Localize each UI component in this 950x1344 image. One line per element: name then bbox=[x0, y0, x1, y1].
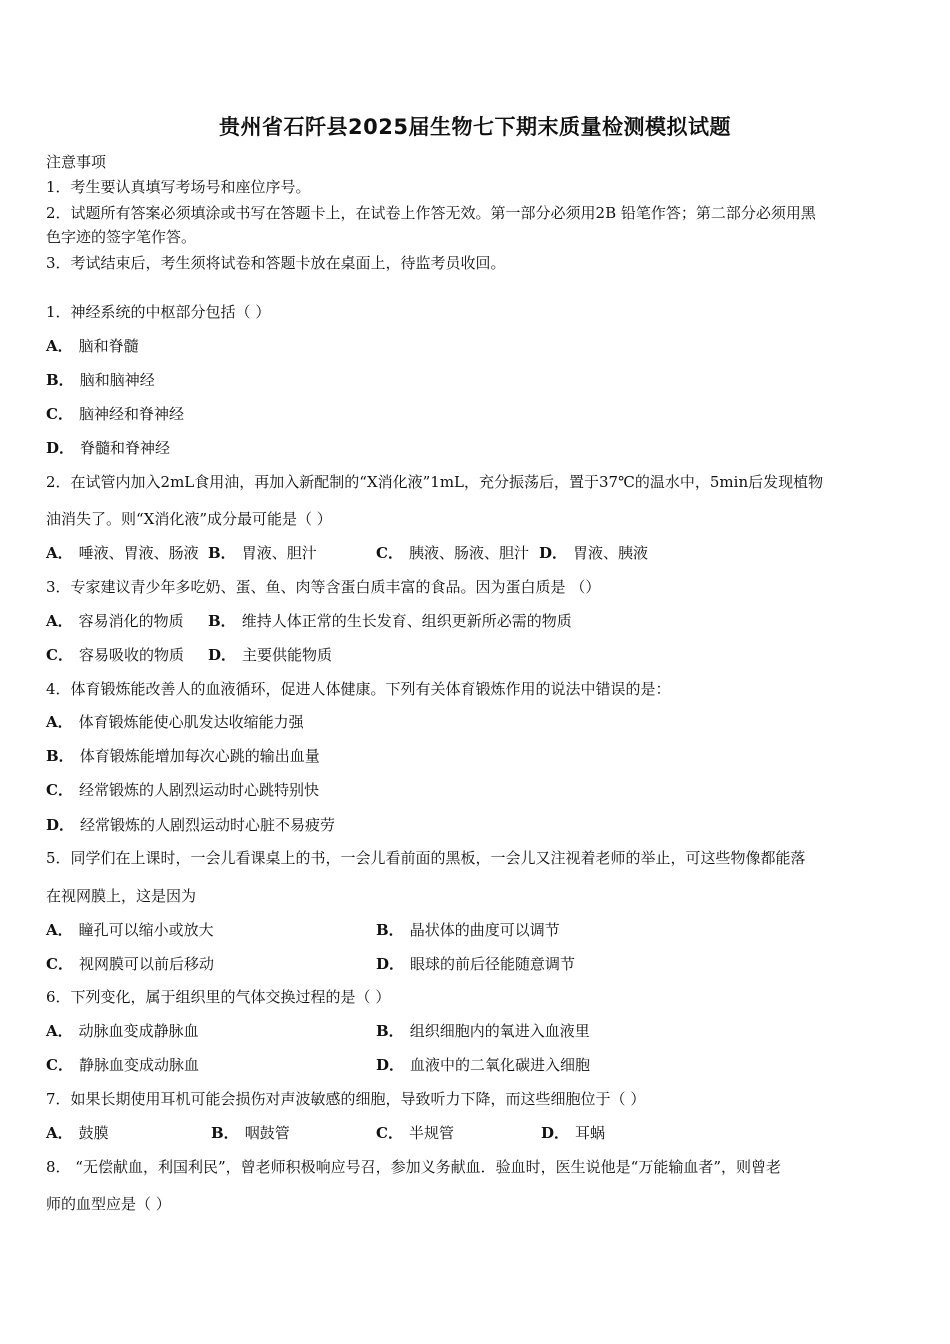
option-letter: C． bbox=[376, 544, 403, 562]
question-2-stem: 2．在试管内加入2mL食用油，再加入新配制的“X消化液”1mL，充分振荡后，置于37℃的温水中，5min后发现植物 bbox=[46, 473, 824, 491]
option-text: 胃液、胰液 bbox=[573, 544, 649, 562]
question-7-options-row bbox=[46, 1123, 605, 1143]
option-letter: A． bbox=[46, 1022, 73, 1040]
question-3-stem: 3．专家建议青少年多吃奶、蛋、鱼、肉等含蛋白质丰富的食品。因为蛋白质是 （） bbox=[46, 578, 601, 596]
option-letter: B． bbox=[211, 1124, 239, 1142]
question-3-option-d bbox=[208, 645, 332, 665]
option-text: 维持人体正常的生长发育、组织更新所必需的物质 bbox=[241, 612, 572, 630]
option-text: 耳蜗 bbox=[575, 1124, 606, 1142]
question-6-option-d bbox=[376, 1055, 590, 1075]
option-letter: D． bbox=[46, 816, 75, 834]
option-letter: B． bbox=[208, 544, 236, 562]
option-letter: A． bbox=[46, 612, 73, 630]
notice-heading: 注意事项 bbox=[46, 153, 107, 171]
option-text: 半规管 bbox=[408, 1124, 454, 1142]
question-1-option-c bbox=[46, 404, 184, 424]
option-letter: D． bbox=[208, 646, 237, 664]
question-5-option-b bbox=[376, 920, 560, 940]
exam-title: 贵州省石阡县2025届生物七下期末质量检测模拟试题 bbox=[219, 115, 731, 139]
option-letter: A． bbox=[46, 713, 73, 731]
question-4-option-d bbox=[46, 815, 335, 835]
notice-item-1: 1．考生要认真填写考场号和座位序号。 bbox=[46, 178, 311, 196]
option-letter: C． bbox=[46, 1056, 73, 1074]
question-2-option-a bbox=[46, 543, 208, 563]
notice-item-2-cont: 色字迹的签字笔作答。 bbox=[46, 228, 197, 246]
option-letter: B． bbox=[208, 612, 236, 630]
option-letter: D． bbox=[539, 544, 568, 562]
option-text: 鼓膜 bbox=[78, 1124, 109, 1142]
question-6-option-a bbox=[46, 1021, 199, 1041]
option-text: 瞳孔可以缩小或放大 bbox=[78, 921, 214, 939]
option-letter: B． bbox=[46, 747, 74, 765]
question-3-option-a bbox=[46, 611, 208, 631]
notice-item-2: 2．试题所有答案必须填涂或书写在答题卡上，在试卷上作答无效。第一部分必须用2B 铅笔作答；第二部分必须用黑 bbox=[46, 204, 816, 222]
option-letter: A． bbox=[46, 921, 73, 939]
question-8-stem-cont: 师的血型应是（ ） bbox=[46, 1195, 171, 1213]
option-letter: D． bbox=[376, 955, 405, 973]
option-letter: C． bbox=[46, 646, 73, 664]
option-text: 静脉血变成动脉血 bbox=[78, 1056, 199, 1074]
question-6-option-c bbox=[46, 1055, 199, 1075]
question-7-option-d bbox=[541, 1123, 605, 1143]
question-1-option-d bbox=[46, 438, 170, 458]
option-letter: D． bbox=[541, 1124, 570, 1142]
question-6-stem: 6．下列变化，属于组织里的气体交换过程的是（ ） bbox=[46, 988, 391, 1006]
question-3-option-b bbox=[208, 611, 572, 631]
option-text: 血液中的二氧化碳进入细胞 bbox=[410, 1056, 591, 1074]
question-3-options-row-2 bbox=[46, 645, 332, 665]
question-7-option-c bbox=[376, 1123, 541, 1143]
option-text: 动脉血变成静脉血 bbox=[78, 1022, 199, 1040]
question-8-stem: 8． “无偿献血，利国利民”，曾老师积极响应号召，参加义务献血．验血时，医生说他是“万能输血者”，则曾老 bbox=[46, 1158, 781, 1176]
option-text: 胰液、肠液、胆汁 bbox=[408, 544, 529, 562]
option-text: 咽鼓管 bbox=[244, 1124, 290, 1142]
option-letter: C． bbox=[46, 781, 73, 799]
option-text: 眼球的前后径能随意调节 bbox=[410, 955, 576, 973]
option-text: 脊髓和脊神经 bbox=[80, 439, 171, 457]
question-2-option-d bbox=[539, 543, 648, 563]
option-text: 唾液、胃液、肠液 bbox=[78, 544, 199, 562]
option-letter: A． bbox=[46, 1124, 73, 1142]
option-text: 脑和脑神经 bbox=[79, 371, 155, 389]
option-letter: B． bbox=[46, 371, 74, 389]
option-text: 脑和脊髓 bbox=[78, 337, 139, 355]
question-5-stem-cont: 在视网膜上，这是因为 bbox=[46, 887, 197, 905]
question-7-stem: 7．如果长期使用耳机可能会损伤对声波敏感的细胞，导致听力下降，而这些细胞位于（ ） bbox=[46, 1090, 646, 1108]
question-4-option-b bbox=[46, 746, 320, 766]
notice-item-3: 3．考试结束后，考生须将试卷和答题卡放在桌面上，待监考员收回。 bbox=[46, 254, 506, 272]
option-letter: B． bbox=[376, 1022, 404, 1040]
option-text: 容易消化的物质 bbox=[78, 612, 184, 630]
option-text: 体育锻炼能使心肌发达收缩能力强 bbox=[78, 713, 304, 731]
question-4-option-c bbox=[46, 780, 319, 800]
option-letter: C． bbox=[376, 1124, 403, 1142]
question-5-option-c bbox=[46, 954, 214, 974]
question-4-stem: 4．体育锻炼能改善人的血液循环，促进人体健康。下列有关体育锻炼作用的说法中错误的是： bbox=[46, 680, 671, 698]
question-1-option-b bbox=[46, 370, 155, 390]
question-5-option-a bbox=[46, 920, 214, 940]
option-text: 经常锻炼的人剧烈运动时心脏不易疲劳 bbox=[80, 816, 336, 834]
option-text: 视网膜可以前后移动 bbox=[78, 955, 214, 973]
option-text: 容易吸收的物质 bbox=[78, 646, 184, 664]
option-text: 晶状体的曲度可以调节 bbox=[409, 921, 560, 939]
option-text: 体育锻炼能增加每次心跳的输出血量 bbox=[79, 747, 320, 765]
question-7-option-b bbox=[211, 1123, 376, 1143]
question-2-stem-cont: 油消失了。则“X消化液”成分最可能是（ ） bbox=[46, 510, 332, 528]
option-letter: A． bbox=[46, 544, 73, 562]
question-1-option-a bbox=[46, 336, 139, 356]
option-letter: D． bbox=[376, 1056, 405, 1074]
question-3-options-row-1 bbox=[46, 611, 572, 631]
option-text: 脑神经和脊神经 bbox=[78, 405, 184, 423]
option-letter: A． bbox=[46, 337, 73, 355]
question-4-option-a bbox=[46, 712, 304, 732]
question-5-option-d bbox=[376, 954, 575, 974]
option-letter: C． bbox=[46, 955, 73, 973]
option-letter: B． bbox=[376, 921, 404, 939]
option-text: 经常锻炼的人剧烈运动时心跳特别快 bbox=[78, 781, 319, 799]
option-text: 主要供能物质 bbox=[242, 646, 333, 664]
option-text: 组织细胞内的氧进入血液里 bbox=[409, 1022, 590, 1040]
question-3-option-c bbox=[46, 645, 208, 665]
option-letter: C． bbox=[46, 405, 73, 423]
question-7-option-a bbox=[46, 1123, 211, 1143]
option-letter: D． bbox=[46, 439, 75, 457]
question-6-option-b bbox=[376, 1021, 590, 1041]
question-5-stem: 5．同学们在上课时，一会儿看课桌上的书，一会儿看前面的黑板，一会儿又注视着老师的举止，可这些物像都能落 bbox=[46, 849, 806, 867]
question-2-option-c bbox=[376, 543, 539, 563]
question-2-options-row bbox=[46, 543, 648, 563]
option-text: 胃液、胆汁 bbox=[241, 544, 317, 562]
question-2-option-b bbox=[208, 543, 376, 563]
question-1-stem: 1．神经系统的中枢部分包括（ ） bbox=[46, 303, 271, 321]
